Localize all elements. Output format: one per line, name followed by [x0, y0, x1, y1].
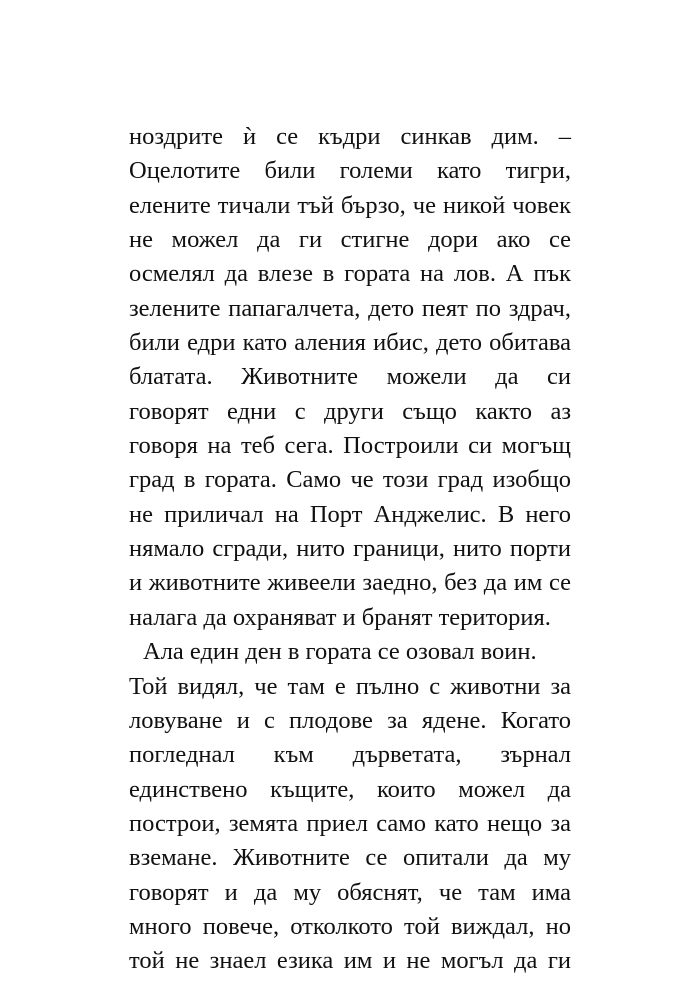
text-line: град в гората. Само че този град изобщо — [129, 466, 571, 494]
text-line: не приличал на Порт Анджелис. В него — [129, 500, 571, 528]
text-line: зелените папагалчета, дето пеят по здрач, — [129, 294, 571, 322]
text-line: погледнал към дърветата, зърнал — [129, 741, 571, 769]
text-line: много повече, отколкото той виждал, но — [129, 912, 571, 940]
body-text — [129, 120, 571, 979]
text-line: не можел да ги стигне дори ако се — [129, 226, 571, 254]
text-line: говорят и да му обяснят, че там има — [129, 878, 571, 906]
text-line: ловуване и с плодове за ядене. Когато — [129, 706, 571, 734]
text-line: той не знаел езика им и не могъл да ги — [129, 947, 571, 975]
text-line: блатата. Животните можели да си — [129, 363, 571, 391]
text-line: ноздрите ѝ се къдри синкав дим. – — [129, 123, 571, 150]
text-line: построи, земята приел само като нещо за — [129, 809, 571, 837]
text-line: елените тичали тъй бързо, че никой човек — [129, 191, 571, 219]
text-line: вземане. Животните се опитали да му — [129, 844, 571, 872]
text-line: налага да охраняват и бранят територия. — [129, 603, 551, 631]
text-line: нямало сгради, нито граници, нито порти — [129, 535, 571, 563]
paragraph-start-line: Ала един ден в гората се озовал воин. — [143, 638, 537, 666]
text-line: Той видял, че там е пълно с животни за — [129, 672, 571, 700]
text-line: единствено къщите, които можел да — [129, 775, 571, 803]
text-line: Оцелотите били големи като тигри, — [129, 157, 571, 185]
text-line: осмелял да влезе в гората на лов. А пък — [129, 260, 571, 288]
text-line: и животните живеели заедно, без да им се — [129, 569, 571, 597]
text-line: били едри като аления ибис, дето обитава — [129, 329, 571, 357]
text-line: говорят едни с други също както аз — [129, 397, 571, 425]
text-line: говоря на теб сега. Построили си могъщ — [129, 432, 571, 460]
